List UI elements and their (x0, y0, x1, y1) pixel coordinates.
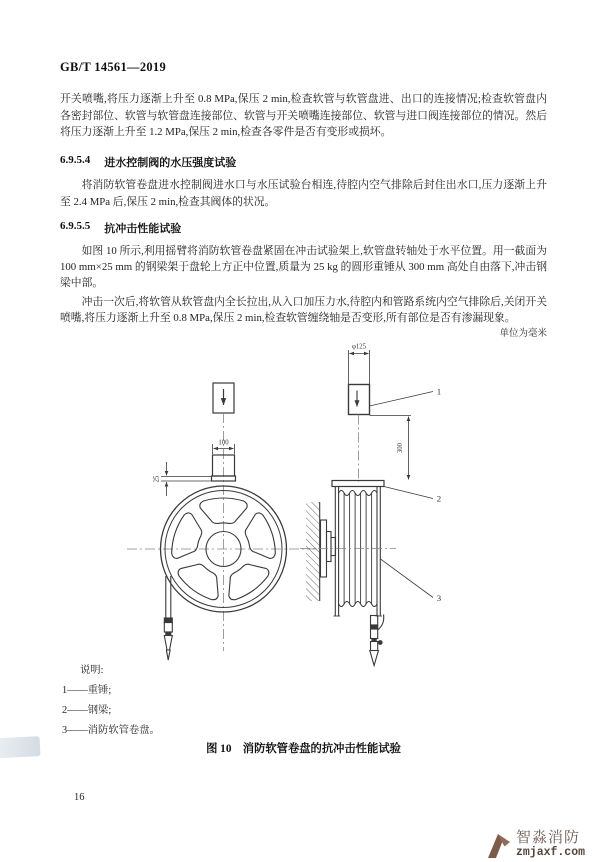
front-view (127, 383, 320, 660)
brand-watermark (484, 830, 604, 860)
edge-watermark-chip (0, 736, 40, 758)
dim-100-label: 100 (218, 439, 229, 447)
dim-phi125-label: φ125 (351, 343, 367, 351)
hose-nozzle-side (370, 615, 384, 666)
legend-item-2: 2——钢梁; (62, 705, 112, 716)
part-label-1: 1 (436, 386, 442, 397)
standard-code-header: GB/T 14561—2019 (60, 60, 167, 74)
paragraph-continuation: 开关喷嘴,将压力逐渐上升至 0.8 MPa,保压 2 min,检查软管与软管盘进、出口的连接情况;检查软管盘内各密封部位、软管与软管盘连接部位、软管与开关喷嘴连接部位、软管与进口阀连接部位的情况。然后将压力逐渐上升至 1.2 MPa,保压 2 min,检查各零件是否有变形或损坏。 (60, 93, 547, 138)
part-label-2: 2 (436, 493, 442, 504)
figure-caption: 图 10 消防软管卷盘的抗冲击性能试验 (206, 743, 401, 755)
hose-nozzle-front (164, 576, 172, 660)
part-label-3: 3 (436, 593, 442, 603)
brand-name: 智淼消防 (516, 829, 581, 846)
unit-note: 单位为毫米 (499, 329, 547, 339)
figure-legend (62, 661, 160, 741)
legend-title: 说明: (80, 665, 104, 676)
wall-hatch (306, 502, 320, 601)
leader-2 (384, 487, 433, 499)
brand-logo-icon (484, 830, 512, 860)
reel-drum-side (334, 487, 383, 617)
leader-3 (381, 559, 434, 598)
leader-1 (370, 392, 434, 407)
legend-item-3: 3——消防软管卷盘。 (62, 725, 160, 736)
figure-10-diagram (90, 336, 510, 668)
dim-300-label: 300 (397, 442, 404, 454)
weight-side (349, 385, 370, 415)
section-number: 6.9.5.5 (60, 220, 91, 232)
brand-site: zmjaxf.com (516, 846, 586, 859)
section-title: 进水控制阀的水压强度试验 (104, 157, 237, 169)
steel-beam-side (332, 481, 384, 487)
section-number: 6.9.5.4 (60, 154, 91, 166)
hub-plate (327, 532, 332, 562)
paragraph-6954-body: 将消防软管卷盘进水控制阀进水口与水压试验台相连,待腔内空气排除后封住出水口,压力逐渐上升至 2.4 MPa 后,保压 2 min,检查其阀体的状况。 (60, 179, 547, 208)
section-heading-6954 (60, 154, 236, 170)
dim-25-label: 25 (153, 475, 161, 483)
section-title: 抗冲击性能试验 (104, 223, 182, 235)
legend-item-1: 1——重锤; (62, 685, 112, 696)
section-heading-6955 (60, 220, 181, 236)
side-view (300, 344, 442, 666)
paragraph-6955-body1: 如图 10 所示,利用摇臂将消防软管卷盘紧固在冲击试验架上,软管盘转轴处于水平位置。用一截面为 100 mm×25 mm 的钢梁架于盘轮上方正中位置,质量为 25 kg 的圆形重锤从 300 mm 高处自由落下,冲击钢梁中部。 (60, 245, 547, 289)
paragraph-6955-body2: 冲击一次后,将软管从软管盘内全长拉出,从入口加压力水,待腔内和管路系统内空气排除后,关闭开关喷嘴,将压力逐渐上升至 0.8 MPa,保压 2 min,检查软管缠绕轴是否变形,所有部位是否有渗漏现象。 (60, 296, 547, 324)
page-number: 16 (74, 792, 85, 803)
